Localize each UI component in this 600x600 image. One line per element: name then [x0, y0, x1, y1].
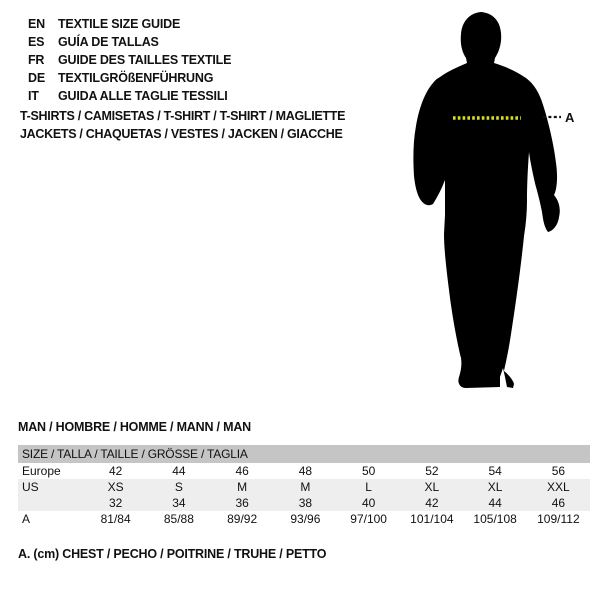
size-value-cell: 44 [488, 496, 502, 510]
language-code: DE [28, 71, 45, 85]
size-value-cell: 34 [172, 496, 186, 510]
size-value-cell: 81/84 [100, 512, 131, 526]
size-value-cell: 46 [551, 496, 566, 510]
language-code: IT [28, 89, 39, 103]
size-value-cell: 46 [235, 464, 249, 478]
size-value-cell: 32 [108, 496, 123, 510]
size-row-label: Europe [22, 464, 61, 478]
language-code: ES [28, 35, 45, 49]
size-value-cell: 85/88 [163, 512, 194, 526]
language-code: EN [28, 17, 45, 31]
man-silhouette-figure [400, 0, 600, 400]
size-table-row [18, 495, 590, 511]
size-value-cell: 38 [298, 496, 313, 510]
size-value-cell: 97/100 [350, 512, 387, 526]
size-value-cell: 109/112 [537, 512, 580, 526]
language-row [28, 69, 231, 87]
size-value-cell: XXL [547, 480, 570, 494]
size-table-row [18, 479, 590, 495]
size-value-cell: XS [107, 480, 124, 494]
language-row [28, 33, 231, 51]
size-value-cell: 36 [235, 496, 249, 510]
language-list [28, 15, 231, 105]
size-value-cell: 50 [361, 464, 376, 478]
size-value-cell: 42 [425, 496, 439, 510]
size-table-header: SIZE / TALLA / TAILLE / GRÖSSE / TAGLIA [18, 445, 590, 463]
category-line-jackets: JACKETS / CHAQUETAS / VESTES / JACKEN / GIACCHE [20, 126, 343, 141]
size-value-cell: 93/96 [290, 512, 321, 526]
size-value-cell: M [237, 480, 248, 494]
size-value-cell: 56 [551, 464, 566, 478]
size-table-header-row [18, 445, 590, 463]
language-title: GUÍA DE TALLAS [58, 35, 159, 49]
size-value-cell: 89/92 [227, 512, 258, 526]
size-value-cell: S [174, 480, 183, 494]
size-value-cell: M [300, 480, 311, 494]
size-table-row [18, 511, 590, 527]
size-value-cell: XL [487, 480, 503, 494]
size-table-row [18, 463, 590, 479]
language-code: FR [28, 53, 45, 67]
measurement-footnote: A. (cm) CHEST / PECHO / POITRINE / TRUHE / PETTO [18, 547, 327, 561]
size-table [18, 445, 590, 527]
size-value-cell: XL [424, 480, 440, 494]
size-value-cell: 40 [361, 496, 376, 510]
category-lines [20, 108, 345, 143]
language-row [28, 15, 231, 33]
size-value-cell: 44 [172, 464, 186, 478]
gender-label: MAN / HOMBRE / HOMME / MANN / MAN [18, 420, 251, 434]
size-value-cell: 101/104 [410, 512, 454, 526]
language-row [28, 51, 231, 69]
size-row-label: A [22, 512, 31, 526]
size-value-cell: L [365, 480, 372, 494]
size-value-cell: 52 [425, 464, 439, 478]
size-row-label [18, 495, 84, 511]
language-title: TEXTILGRÖßENFÜHRUNG [58, 71, 214, 85]
size-value-cell: 105/108 [473, 512, 517, 526]
size-value-cell: 54 [488, 464, 502, 478]
size-value-cell: 42 [108, 464, 123, 478]
language-row [28, 87, 231, 105]
man-silhouette [413, 12, 559, 388]
measure-label-a: A [565, 110, 575, 125]
language-title: GUIDE DES TAILLES TEXTILE [58, 53, 232, 67]
language-title: GUIDA ALLE TAGLIE TESSILI [58, 89, 228, 103]
category-line-tshirts: T-SHIRTS / CAMISETAS / T-SHIRT / T-SHIRT / MAGLIETTE [20, 109, 346, 123]
language-title: TEXTILE SIZE GUIDE [58, 17, 181, 31]
size-value-cell: 48 [298, 464, 313, 478]
size-row-label: US [22, 480, 39, 494]
